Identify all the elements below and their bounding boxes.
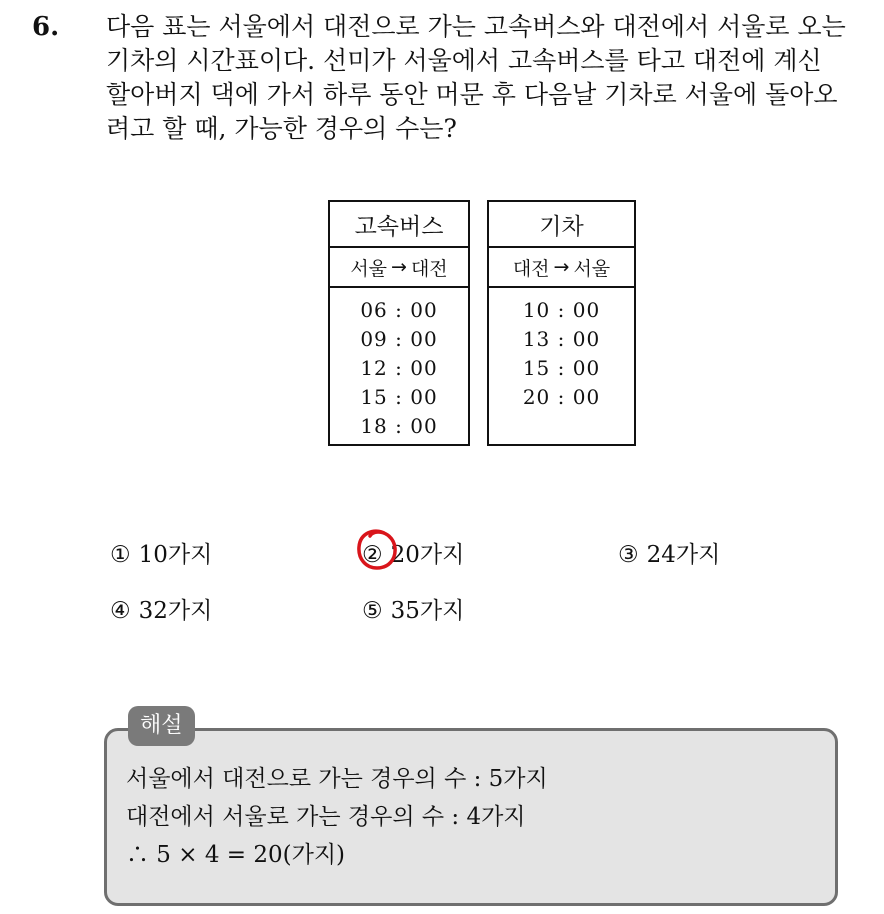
question-line: 다음 표는 서울에서 대전으로 가는 고속버스와 대전에서 서울로 오는 bbox=[106, 12, 846, 41]
explanation-tag: 해설 bbox=[128, 706, 195, 746]
explanation-content bbox=[126, 760, 548, 874]
train-route bbox=[489, 248, 634, 288]
explanation-line: 대전에서 서울로 가는 경우의 수 : 4가지 bbox=[126, 804, 526, 830]
choice-number: ① bbox=[110, 542, 131, 568]
choice-text: 20가지 bbox=[390, 542, 465, 568]
bus-time: 12 : 00 bbox=[360, 356, 438, 380]
bus-title: 고속버스 bbox=[330, 202, 468, 248]
choice-text: 35가지 bbox=[390, 598, 465, 624]
bus-route-from: 서울 bbox=[350, 257, 388, 280]
train-times bbox=[489, 288, 634, 412]
choice-number: ④ bbox=[110, 598, 131, 624]
choice-text: 32가지 bbox=[138, 598, 213, 624]
bus-time: 06 : 00 bbox=[360, 298, 438, 322]
choice-number: ③ bbox=[618, 542, 639, 568]
question-number: 6. bbox=[32, 12, 60, 42]
question-text bbox=[106, 10, 866, 146]
choice-number: ② bbox=[362, 542, 383, 568]
train-title: 기차 bbox=[489, 202, 634, 248]
bus-time: 18 : 00 bbox=[360, 414, 438, 438]
choice-4[interactable] bbox=[110, 592, 212, 625]
bus-route-to: 대전 bbox=[410, 257, 448, 280]
choice-1[interactable] bbox=[110, 536, 212, 569]
bus-route bbox=[330, 248, 468, 288]
question-line: 할아버지 댁에 가서 하루 동안 머문 후 다음날 기차로 서울에 돌아오 bbox=[106, 80, 838, 109]
bus-time: 09 : 00 bbox=[360, 327, 438, 351]
question-line: 기차의 시간표이다. 선미가 서울에서 고속버스를 타고 대전에 계신 bbox=[106, 46, 822, 75]
arrow-icon: → bbox=[553, 256, 570, 278]
bus-timetable bbox=[328, 200, 470, 446]
choice-3[interactable] bbox=[618, 536, 720, 569]
explanation-line: ∴ 5 × 4 = 20(가지) bbox=[126, 842, 346, 868]
train-route-from: 대전 bbox=[512, 257, 550, 280]
bus-times bbox=[330, 288, 468, 441]
arrow-icon: → bbox=[391, 256, 407, 278]
train-time: 10 : 00 bbox=[522, 298, 601, 322]
choice-text: 10가지 bbox=[138, 542, 213, 568]
choice-text: 24가지 bbox=[646, 542, 721, 568]
choice-number: ⑤ bbox=[362, 598, 383, 624]
train-time: 20 : 00 bbox=[522, 385, 601, 409]
train-time: 13 : 00 bbox=[522, 327, 601, 351]
choice-5[interactable] bbox=[362, 592, 464, 625]
choice-2[interactable] bbox=[362, 536, 464, 569]
train-time: 15 : 00 bbox=[522, 356, 601, 380]
explanation-line: 서울에서 대전으로 가는 경우의 수 : 5가지 bbox=[126, 766, 548, 792]
train-timetable bbox=[487, 200, 636, 446]
train-route-to: 서울 bbox=[573, 257, 611, 280]
bus-time: 15 : 00 bbox=[360, 385, 438, 409]
question-line: 려고 할 때, 가능한 경우의 수는? bbox=[106, 114, 457, 143]
